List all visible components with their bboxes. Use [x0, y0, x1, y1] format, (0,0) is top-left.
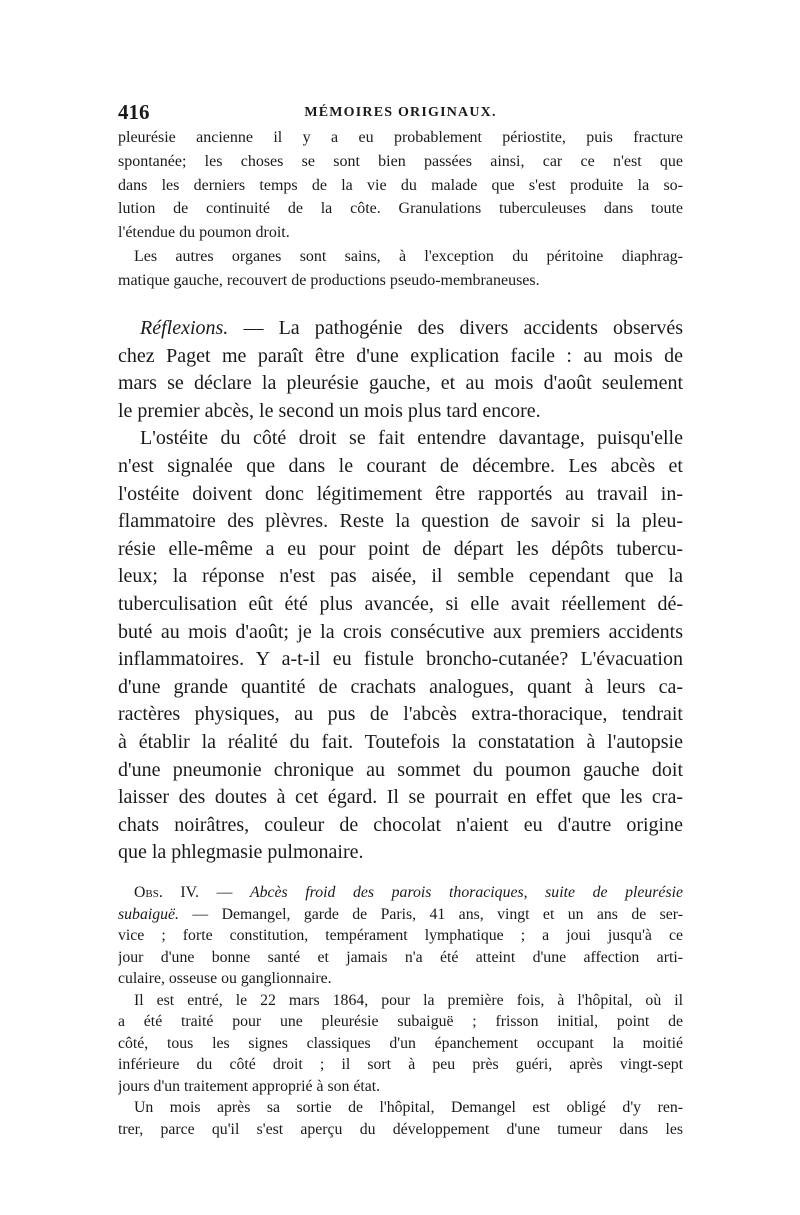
text-line: n'est signalée que dans le courant de décembre. Les abcès et: [118, 454, 683, 477]
text-line: culaire, osseuse ou ganglionnaire.: [118, 970, 332, 987]
text-line: inférieure du côté droit ; il sort à peu près guéri, après vingt-sept: [118, 1056, 683, 1073]
text-line: Il est entré, le 22 mars 1864, pour la première fois, à l'hôpital, où il: [134, 991, 683, 1009]
text-line: Les autres organes sont sains, à l'exception du péritoine diaphrag-: [134, 247, 683, 265]
text-line: matique gauche, recouvert de productions pseudo-membraneuses.: [118, 271, 540, 289]
text-line: leux; la réponse n'est pas aisée, il semble cependant que la: [118, 565, 683, 588]
text-line: vice ; forte constitution, tempérament lymphatique ; a joui jusqu'à ce: [118, 927, 683, 944]
text-line: chats noirâtres, couleur de chocolat n'aient eu d'autre origine: [118, 813, 683, 836]
text-line: [118, 882, 683, 904]
text-line: l'étendue du poumon droit.: [118, 224, 290, 242]
text-line: [118, 315, 683, 343]
text-line: inflammatoires. Y a-t-il eu fistule broncho-cutanée? L'évacuation: [118, 648, 683, 671]
text-line: d'une pneumonie chronique au sommet du poumon gauche doit: [118, 758, 683, 781]
text-line: tuberculisation eût été plus avancée, si elle avait réellement dé-: [118, 592, 683, 615]
text-line: dans les derniers temps de la vie du malade que s'est produite la so-: [118, 176, 683, 194]
text-line: résie elle-même a eu pour point de départ les dépôts tubercu-: [118, 537, 683, 560]
text-line: jours d'un traitement approprié à son état.: [118, 1077, 381, 1095]
text-line: pleurésie ancienne il y a eu probablement périostite, puis fracture: [118, 129, 683, 146]
text-line: jour d'une bonne santé et jamais n'a été atteint d'une affection arti-: [118, 948, 683, 966]
text-line: ractères physiques, au pus de l'abcès extra-thoracique, tendrait: [118, 703, 683, 726]
text-line: flammatoire des plèvres. Reste la question de savoir si la pleu-: [118, 510, 683, 533]
text-line: laisser des doutes à cet égard. Il se pourrait en effet que les cra-: [118, 786, 683, 809]
reflexions-paragraph: [118, 315, 683, 867]
page-number: 416: [118, 100, 150, 124]
text-line: lution de continuité de la côte. Granulations tuberculeuses dans toute: [118, 200, 683, 218]
text-line: le premier abcès, le second un mois plus tard encore.: [118, 399, 541, 422]
dash: —: [198, 884, 250, 901]
journal-title: MÉMOIRES ORIGINAUX.: [304, 105, 497, 120]
text-line: buté au mois d'août; je la crois consécutive aux premiers accidents: [118, 620, 683, 643]
text-line: Un mois après sa sortie de l'hôpital, Demangel est obligé d'y ren-: [134, 1099, 683, 1116]
running-head: [118, 100, 683, 126]
observation-title: subaiguë.: [118, 905, 179, 923]
text-line: à établir la réalité du fait. Toutefois la constatation à l'autopsie: [118, 730, 683, 753]
text-run: La pathogénie des divers accidents observés: [278, 317, 683, 339]
text-line: que la phlegmasie pulmonaire.: [118, 841, 364, 864]
observation-label: Obs. IV.: [134, 884, 199, 901]
text-line: côté, tous les signes classiques d'un épanchement occupant la moitié: [118, 1034, 683, 1052]
autopsy-paragraph: [118, 126, 683, 293]
text-line: trer, parce qu'il s'est aperçu du développement d'une tumeur dans les: [118, 1120, 683, 1138]
observation-title: Abcès froid des parois thoraciques, suite de pleurésie: [249, 884, 683, 901]
text-line: chez Paget me paraît être d'une explication facile : au mois de: [118, 344, 683, 367]
text-line: l'ostéite doivent donc légitimement être rapportés au travail in-: [118, 482, 683, 505]
text-line: a été traité pour une pleurésie subaiguë ; frisson initial, point de: [118, 1013, 683, 1030]
text-line: spontanée; les choses se sont bien passées ainsi, car ce n'est que: [118, 152, 683, 170]
observation-iv: [118, 882, 683, 1140]
reflexions-heading: Réflexions.: [140, 317, 229, 339]
dash: —: [228, 317, 279, 339]
text-line: d'une grande quantité de crachats analogues, quant à leurs ca-: [118, 675, 683, 698]
text-run: — Demangel, garde de Paris, 41 ans, vingt et un ans de ser-: [179, 905, 683, 923]
text-line: mars se déclare la pleurésie gauche, et au mois d'août seulement: [118, 372, 683, 395]
text-line: L'ostéite du côté droit se fait entendre davantage, puisqu'elle: [140, 427, 683, 450]
text-line: [118, 904, 683, 926]
